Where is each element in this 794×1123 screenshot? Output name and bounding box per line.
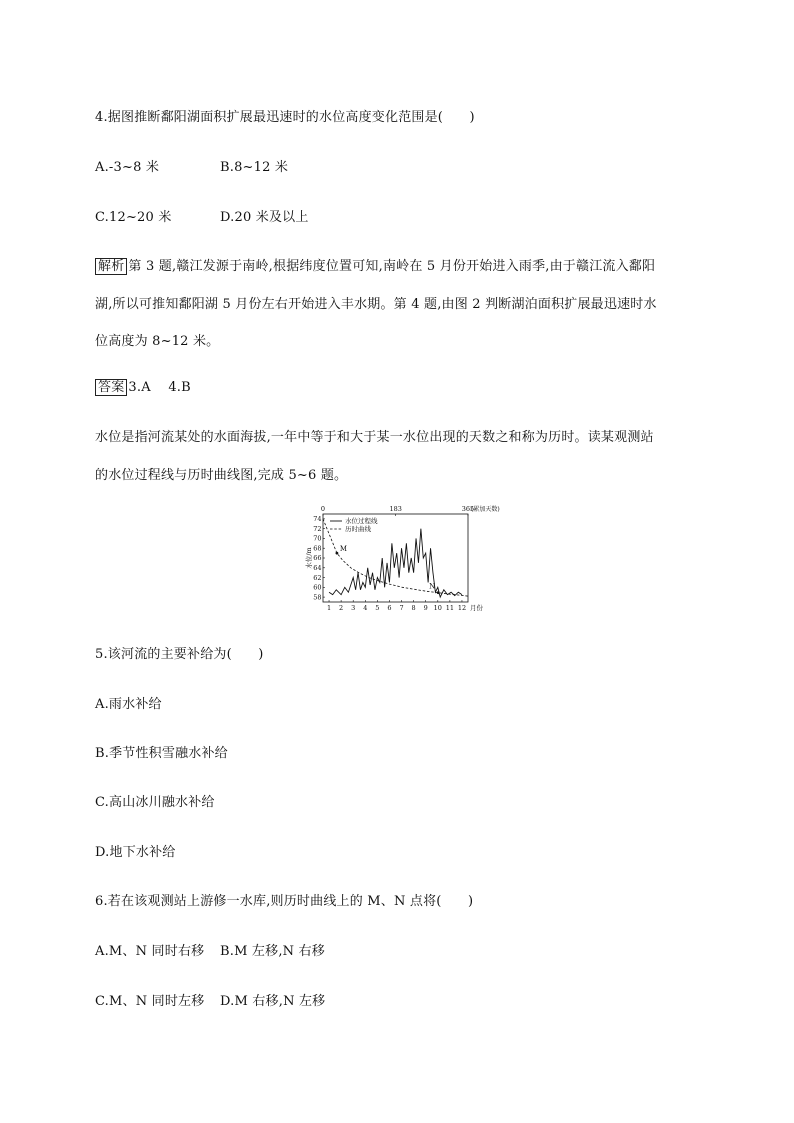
top-tick-label-365: 365 [461, 505, 475, 513]
legend-label-duration-curve: 历时曲线 [345, 525, 371, 533]
x-tick-label-11: 11 [445, 604, 455, 612]
answer-tag: 答案 [95, 379, 127, 396]
x-tick-label-4: 4 [363, 604, 368, 612]
q5-stem: 5.该河流的主要补给为( ) [95, 647, 264, 662]
q5-option-a[interactable]: A.雨水补给 [95, 697, 162, 712]
q4-option-d[interactable]: D.20 米及以上 [220, 210, 309, 225]
y-tick-label-68: 68 [313, 544, 322, 553]
analysis-tag: 解析 [95, 258, 127, 275]
q4-option-c[interactable]: C.12~20 米 [95, 210, 172, 225]
y-tick-label-72: 72 [313, 524, 322, 533]
q6-options-row-1 [95, 940, 325, 959]
intro-line-1: 水位是指河流某处的水面海拔,一年中等于和大于某一水位出现的天数之和称为历时。读某观测站 [95, 430, 654, 445]
q4-options-row-1 [95, 156, 288, 175]
q6-stem: 6.若在该观测站上游修一水库,则历时曲线上的 M、N 点将( ) [95, 894, 474, 909]
intro-line-2: 的水位过程线与历时曲线图,完成 5~6 题。 [95, 468, 348, 483]
x-axis-label: 月份 [470, 604, 483, 612]
point-m-label: M [339, 545, 348, 554]
q6-option-d[interactable]: D.M 右移,N 左移 [220, 994, 326, 1009]
series-line-water-level [329, 529, 462, 597]
x-tick-label-3: 3 [351, 604, 356, 612]
point-n-marker [437, 591, 440, 594]
y-tick-label-58: 58 [313, 593, 322, 602]
q6-option-c[interactable]: C.M、N 同时左移 [95, 994, 205, 1009]
x-tick-label-1: 1 [326, 604, 332, 612]
y-tick-label-74: 74 [313, 515, 322, 524]
q6-option-b[interactable]: B.M 左移,N 右移 [220, 944, 325, 959]
x-tick-label-2: 2 [339, 604, 344, 612]
q6-option-a[interactable]: A.M、N 同时右移 [95, 944, 205, 959]
y-tick-label-70: 70 [313, 534, 322, 543]
point-m-marker [336, 552, 339, 555]
answer-line [95, 376, 191, 395]
point-n-label: N [429, 582, 436, 591]
q4-stem: 4.据图推断鄱阳湖面积扩展最迅速时的水位高度变化范围是( ) [95, 110, 475, 125]
q5-option-b[interactable]: B.季节性积雪融水补给 [95, 746, 228, 761]
x-tick-label-10: 10 [433, 604, 442, 612]
x-tick-label-7: 7 [399, 604, 404, 612]
x-tick-label-5: 5 [375, 604, 380, 612]
q4-option-a[interactable]: A.-3~8 米 [95, 160, 160, 175]
y-tick-label-66: 66 [313, 554, 322, 563]
y-tick-label-62: 62 [313, 573, 322, 582]
top-tick-label-0: 0 [320, 505, 326, 513]
y-axis-label: 水位/m [305, 547, 313, 569]
q6-options-row-2 [95, 990, 325, 1009]
q5-option-d[interactable]: D.地下水补给 [95, 845, 176, 860]
q4-options-row-2 [95, 206, 309, 225]
analysis-line-2: 湖,所以可推知鄱阳湖 5 月份左右开始进入丰水期。第 4 题,由图 2 判断湖泊面积扩展最迅速时水 [95, 297, 657, 312]
q4-option-b[interactable]: B.8~12 米 [220, 160, 289, 175]
x-tick-label-9: 9 [423, 604, 428, 612]
y-tick-label-60: 60 [313, 583, 322, 592]
top-axis-label: (累加天数) [471, 506, 500, 513]
top-tick-label-183: 183 [389, 505, 402, 513]
q5-option-c[interactable]: C.高山冰川融水补给 [95, 795, 215, 810]
analysis-line-3: 位高度为 8~12 米。 [95, 334, 220, 349]
x-tick-label-8: 8 [411, 604, 416, 612]
x-tick-label-6: 6 [387, 604, 392, 612]
legend-label-water-level: 水位过程线 [345, 517, 378, 525]
analysis-text-1: 第 3 题,赣江发源于南岭,根据纬度位置可知,南岭在 5 月份开始进入雨季,由于赣江流入鄱阳 [128, 259, 656, 274]
y-tick-label-64: 64 [313, 563, 322, 572]
answer-text: 3.A 4.B [128, 380, 191, 395]
x-tick-label-12: 12 [457, 604, 467, 612]
analysis-line-1 [95, 255, 655, 274]
water-level-chart [305, 502, 500, 620]
